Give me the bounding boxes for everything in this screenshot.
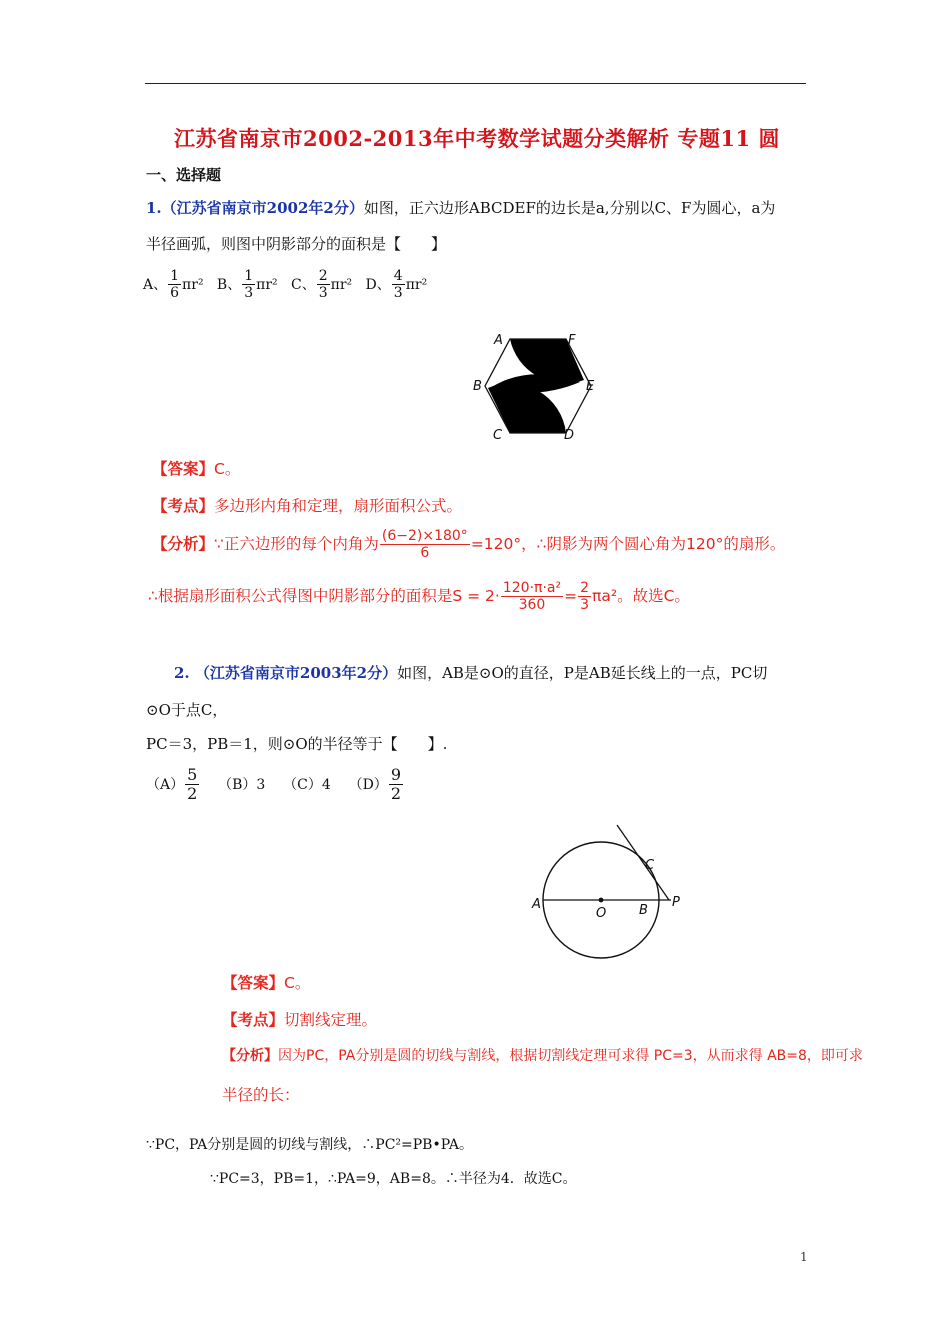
q1-analysis-2: ∴根据扇形面积公式得图中阴影部分的面积是S = 2· $\frac{\text{120·π·a²}}{360}$ = $\frac{2}{3}$ πa²。故选C。 (148, 580, 690, 614)
q1-option-b: B、 $\frac{1}{3}$ πr² (216, 268, 278, 302)
q2-solution-line2: ∵PC=3，PB=1，∴PA=9，AB=8。∴半径为4．故选C。 (210, 1171, 577, 1187)
q2-source: 2. （江苏省南京市2003年2分） (174, 664, 398, 682)
page-title: 江苏省南京市2002-2013年中考数学试题分类解析 专题11 圆 (174, 126, 780, 151)
q1-answer: 【答案】C。 (152, 460, 241, 478)
q2-option-d: （D） $\frac{9}{2}$ (348, 765, 401, 804)
header-rule (145, 83, 806, 84)
q2-stem-line3: PC＝3，PB＝1，则⊙O的半径等于【 】. (146, 735, 448, 753)
q1-option-d: D、 $\frac{4}{3}$ πr² (365, 268, 428, 302)
fig2-label-b: B (639, 903, 648, 918)
circle-tangent-figure (528, 820, 693, 960)
fig1-label-b: B (473, 379, 482, 394)
q1-stem-line1 (146, 197, 775, 218)
q1-option-c: C、 $\frac{2}{3}$ πr² (291, 268, 353, 302)
page-number: 1 (800, 1250, 808, 1264)
fig1-label-e: E (586, 379, 595, 394)
fig1-label-f: F (568, 333, 576, 348)
q2-stem-line2: ⊙O于点C， (146, 701, 228, 719)
q1-point: 【考点】多边形内角和定理，扇形面积公式。 (152, 497, 463, 515)
fig2-label-c: C (645, 858, 655, 873)
fig2-label-a: A (532, 897, 541, 912)
q2-option-a: （A） $\frac{5}{2}$ (146, 765, 198, 804)
q2-options (146, 766, 404, 804)
q2-solution-line1: ∵PC，PA分别是圆的切线与割线，∴PC²=PB•PA。 (146, 1137, 473, 1153)
q1-source: 1.（江苏省南京市2002年2分） (146, 199, 364, 217)
q1-stem-text: 如图，正六边形ABCDEF的边长是a,分别以C、F为圆心，a为 (363, 199, 776, 217)
q1-option-a: A、 $\frac{1}{6}$ πr² (143, 268, 204, 302)
q2-answer: 【答案】C。 (222, 974, 311, 992)
fig1-label-d: D (564, 428, 575, 442)
q1-options (143, 268, 427, 301)
q2-analysis-2: 半径的长： (222, 1086, 300, 1104)
q2-option-c: （C）4 (283, 776, 331, 793)
fig1-label-c: C (493, 428, 503, 442)
q2-point: 【考点】切割线定理。 (222, 1011, 378, 1029)
q2-option-b: （B）3 (218, 776, 266, 793)
fig1-label-a: A (494, 333, 503, 348)
fig2-label-o: O (596, 906, 607, 921)
section-heading: 一、选择题 (146, 166, 222, 184)
hexagon-figure (468, 330, 603, 442)
q2-analysis: 【分析】因为PC，PA分别是圆的切线与割线，根据切割线定理可求得 PC=3，从而求得 AB=8，即可求 (222, 1048, 863, 1064)
fig2-label-p: P (672, 895, 680, 910)
q1-analysis: 【分析】∵正六边形的每个内角为 $\frac{(6-2)\times 180^\circ}{6}$ =120°，∴阴影为两个圆心角为120°的扇形。 (152, 528, 786, 562)
q1-stem-line2: 半径画弧，则图中阴影部分的面积是【 】 (146, 235, 447, 253)
q2-stem-line1: 2. （江苏省南京市2003年2分）如图，AB是⊙O的直径，P是AB延长线上的一点，PC切 (174, 664, 768, 682)
